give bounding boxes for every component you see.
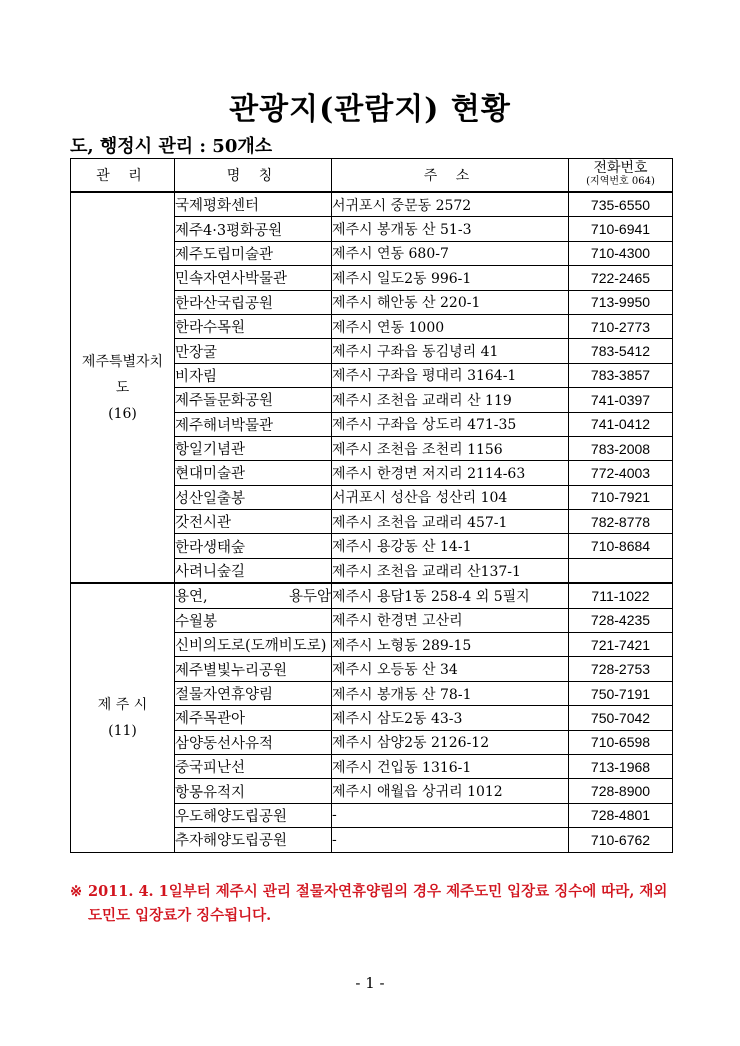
attraction-name bbox=[175, 363, 332, 387]
attraction-name bbox=[175, 657, 332, 681]
attraction-name-text: 제주별빛누리공원 bbox=[175, 662, 288, 679]
attraction-phone: 710-6598 bbox=[569, 730, 673, 754]
attraction-address: 제주시 한경면 고산리 bbox=[332, 608, 569, 632]
attraction-name bbox=[175, 633, 332, 657]
table-header-row bbox=[71, 159, 673, 193]
attraction-name bbox=[175, 534, 332, 558]
attraction-name-text: 국제평화센터 bbox=[175, 198, 260, 215]
header-management: 관 리 bbox=[71, 159, 175, 193]
attraction-name bbox=[175, 828, 332, 852]
attraction-name-text: 수월봉 bbox=[175, 613, 218, 630]
group-label-line: (11) bbox=[108, 722, 137, 739]
attraction-name bbox=[175, 779, 332, 803]
attraction-address: 제주시 조천읍 교래리 산 119 bbox=[332, 388, 569, 412]
attraction-address: 제주시 조천읍 교래리 457-1 bbox=[332, 510, 569, 534]
attraction-name-text: 성산일출봉 bbox=[175, 490, 246, 507]
attraction-phone: 772-4003 bbox=[569, 461, 673, 485]
attraction-address: 제주시 연동 680-7 bbox=[332, 241, 569, 265]
group-jeju-city bbox=[71, 583, 673, 852]
attraction-name bbox=[175, 412, 332, 436]
attraction-address: 제주시 삼도2동 43-3 bbox=[332, 706, 569, 730]
attraction-name bbox=[175, 388, 332, 412]
attraction-address: 제주시 한경면 저지리 2114-63 bbox=[332, 461, 569, 485]
attraction-name-text: 만장굴 bbox=[175, 344, 218, 361]
attraction-address: 제주시 연동 1000 bbox=[332, 314, 569, 338]
attraction-phone bbox=[569, 558, 673, 583]
attraction-phone: 710-2773 bbox=[569, 314, 673, 338]
attraction-name bbox=[175, 510, 332, 534]
attraction-phone: 783-3857 bbox=[569, 363, 673, 387]
attraction-name-text: 절물자연휴양림 bbox=[175, 687, 274, 703]
attraction-phone: 710-4300 bbox=[569, 241, 673, 265]
attraction-name bbox=[175, 485, 332, 509]
page-number: - 1 - bbox=[355, 974, 385, 992]
header-name: 명 칭 bbox=[175, 159, 332, 193]
attraction-name bbox=[175, 681, 332, 705]
attraction-name-text: 비자림 bbox=[175, 368, 218, 385]
attraction-address: 제주시 삼양2동 2126-12 bbox=[332, 730, 569, 754]
attractions-table bbox=[70, 158, 673, 853]
attraction-address: 제주시 봉개동 산 51-3 bbox=[332, 217, 569, 241]
attraction-phone: 782-8778 bbox=[569, 510, 673, 534]
attraction-address: 서귀포시 중문동 2572 bbox=[332, 192, 569, 217]
attraction-name bbox=[175, 706, 332, 730]
attraction-name-text: 삼양동선사유적 bbox=[175, 735, 274, 752]
attraction-name bbox=[175, 583, 332, 608]
attraction-phone: 750-7191 bbox=[569, 681, 673, 705]
attraction-name-text: 한라수목원 bbox=[175, 320, 246, 337]
attraction-address: 제주시 건입동 1316-1 bbox=[332, 754, 569, 778]
attraction-phone: 741-0397 bbox=[569, 388, 673, 412]
attraction-name bbox=[175, 436, 332, 460]
attraction-phone: 728-8900 bbox=[569, 779, 673, 803]
group-label-line: 제 주 시 bbox=[97, 696, 148, 713]
attraction-name bbox=[175, 558, 332, 583]
attraction-phone: 711-1022 bbox=[569, 583, 673, 608]
page-subtitle: 도, 행정시 관리 : 50개소 bbox=[70, 136, 273, 157]
attraction-name-text: 신비의도로(도깨비도로) bbox=[175, 638, 327, 655]
attraction-name bbox=[175, 290, 332, 314]
attraction-address: 제주시 구좌읍 평대리 3164-1 bbox=[332, 363, 569, 387]
attraction-name-text: 제주도립미술관 bbox=[175, 246, 274, 263]
attraction-phone: 741-0412 bbox=[569, 412, 673, 436]
attraction-address: 제주시 애월읍 상귀리 1012 bbox=[332, 779, 569, 803]
attraction-name bbox=[175, 266, 332, 290]
group-label-line: 도 bbox=[115, 379, 130, 396]
attraction-address: 제주시 용강동 산 14-1 bbox=[332, 534, 569, 558]
attraction-phone: 722-2465 bbox=[569, 266, 673, 290]
attraction-name bbox=[175, 339, 332, 363]
attraction-phone: 735-6550 bbox=[569, 192, 673, 217]
reference-mark: ※ bbox=[70, 883, 83, 900]
group-label bbox=[71, 583, 175, 852]
attraction-address: 제주시 오등동 산 34 bbox=[332, 657, 569, 681]
header-phone bbox=[569, 159, 673, 193]
attraction-name-text: 중국피난선 bbox=[175, 760, 246, 777]
attraction-phone: 710-6762 bbox=[569, 828, 673, 852]
page-title: 관광지(관람지) 현황 bbox=[229, 92, 511, 127]
attraction-name-text: 용연, 용두암 bbox=[175, 589, 331, 606]
attraction-address: 제주시 봉개동 산 78-1 bbox=[332, 681, 569, 705]
attraction-phone: 728-4801 bbox=[569, 803, 673, 827]
attraction-name bbox=[175, 192, 332, 217]
attraction-address: 제주시 해안동 산 220-1 bbox=[332, 290, 569, 314]
attraction-name-text: 사려니숲길 bbox=[175, 564, 246, 581]
attraction-address: 제주시 조천읍 조천리 1156 bbox=[332, 436, 569, 460]
attraction-phone: 710-8684 bbox=[569, 534, 673, 558]
attraction-phone: 710-6941 bbox=[569, 217, 673, 241]
attraction-name-text: 한라생태숲 bbox=[175, 539, 246, 556]
attraction-name-text: 현대미술관 bbox=[175, 466, 246, 483]
group-label-line: 제주특별자치 bbox=[81, 353, 164, 370]
attraction-phone: 713-9950 bbox=[569, 290, 673, 314]
attraction-phone: 721-7421 bbox=[569, 633, 673, 657]
attraction-address: 서귀포시 성산읍 성산리 104 bbox=[332, 485, 569, 509]
attraction-name-text: 한라산국립공원 bbox=[175, 295, 274, 312]
attraction-phone: 783-5412 bbox=[569, 339, 673, 363]
attraction-name bbox=[175, 754, 332, 778]
attraction-name bbox=[175, 730, 332, 754]
attraction-address: - bbox=[332, 803, 569, 827]
table-row bbox=[71, 583, 673, 608]
attraction-phone: 713-1968 bbox=[569, 754, 673, 778]
attraction-name-text: 갓전시관 bbox=[175, 515, 232, 532]
attraction-address: 제주시 노형동 289-15 bbox=[332, 633, 569, 657]
header-phone-label: 전화번호 bbox=[593, 160, 648, 176]
footnote bbox=[70, 880, 678, 928]
attraction-name bbox=[175, 461, 332, 485]
attraction-name-text: 제주돌문화공원 bbox=[175, 393, 274, 410]
attraction-name-text: 제주4·3평화공원 bbox=[175, 222, 283, 239]
group-province bbox=[71, 192, 673, 583]
attraction-name bbox=[175, 241, 332, 265]
attraction-name-text: 제주해녀박물관 bbox=[175, 417, 274, 434]
header-address: 주 소 bbox=[332, 159, 569, 193]
attraction-name bbox=[175, 803, 332, 827]
attraction-name bbox=[175, 217, 332, 241]
group-label bbox=[71, 192, 175, 583]
header-area-code: (지역번호 064) bbox=[586, 176, 655, 187]
attraction-name-text: 제주목관아 bbox=[175, 711, 246, 728]
attraction-phone: 728-4235 bbox=[569, 608, 673, 632]
attraction-address: 제주시 조천읍 교래리 산137-1 bbox=[332, 558, 569, 583]
attraction-address: 제주시 구좌읍 상도리 471-35 bbox=[332, 412, 569, 436]
attraction-address: - bbox=[332, 828, 569, 852]
attraction-name bbox=[175, 314, 332, 338]
footnote-text: 2011. 4. 1일부터 제주시 관리 절물자연휴양림의 경우 제주도민 입장료 징수에 따라, 재외도민도 입장료가 징수됩니다. bbox=[88, 883, 668, 924]
attraction-phone: 783-2008 bbox=[569, 436, 673, 460]
attraction-address: 제주시 용담1동 258-4 외 5필지 bbox=[332, 583, 569, 608]
attraction-name-text: 민속자연사박물관 bbox=[175, 271, 288, 288]
attraction-phone: 750-7042 bbox=[569, 706, 673, 730]
attraction-name bbox=[175, 608, 332, 632]
table-row bbox=[71, 192, 673, 217]
attraction-name-text: 항몽유적지 bbox=[175, 784, 246, 801]
attraction-name-text: 우도해양도립공원 bbox=[175, 808, 288, 825]
attraction-address: 제주시 구좌읍 동김녕리 41 bbox=[332, 339, 569, 363]
attraction-name-text: 항일기념관 bbox=[175, 442, 246, 459]
attraction-phone: 710-7921 bbox=[569, 485, 673, 509]
attraction-address: 제주시 일도2동 996-1 bbox=[332, 266, 569, 290]
attraction-name-text: 추자해양도립공원 bbox=[175, 833, 288, 850]
attraction-phone: 728-2753 bbox=[569, 657, 673, 681]
group-label-line: (16) bbox=[108, 405, 137, 422]
